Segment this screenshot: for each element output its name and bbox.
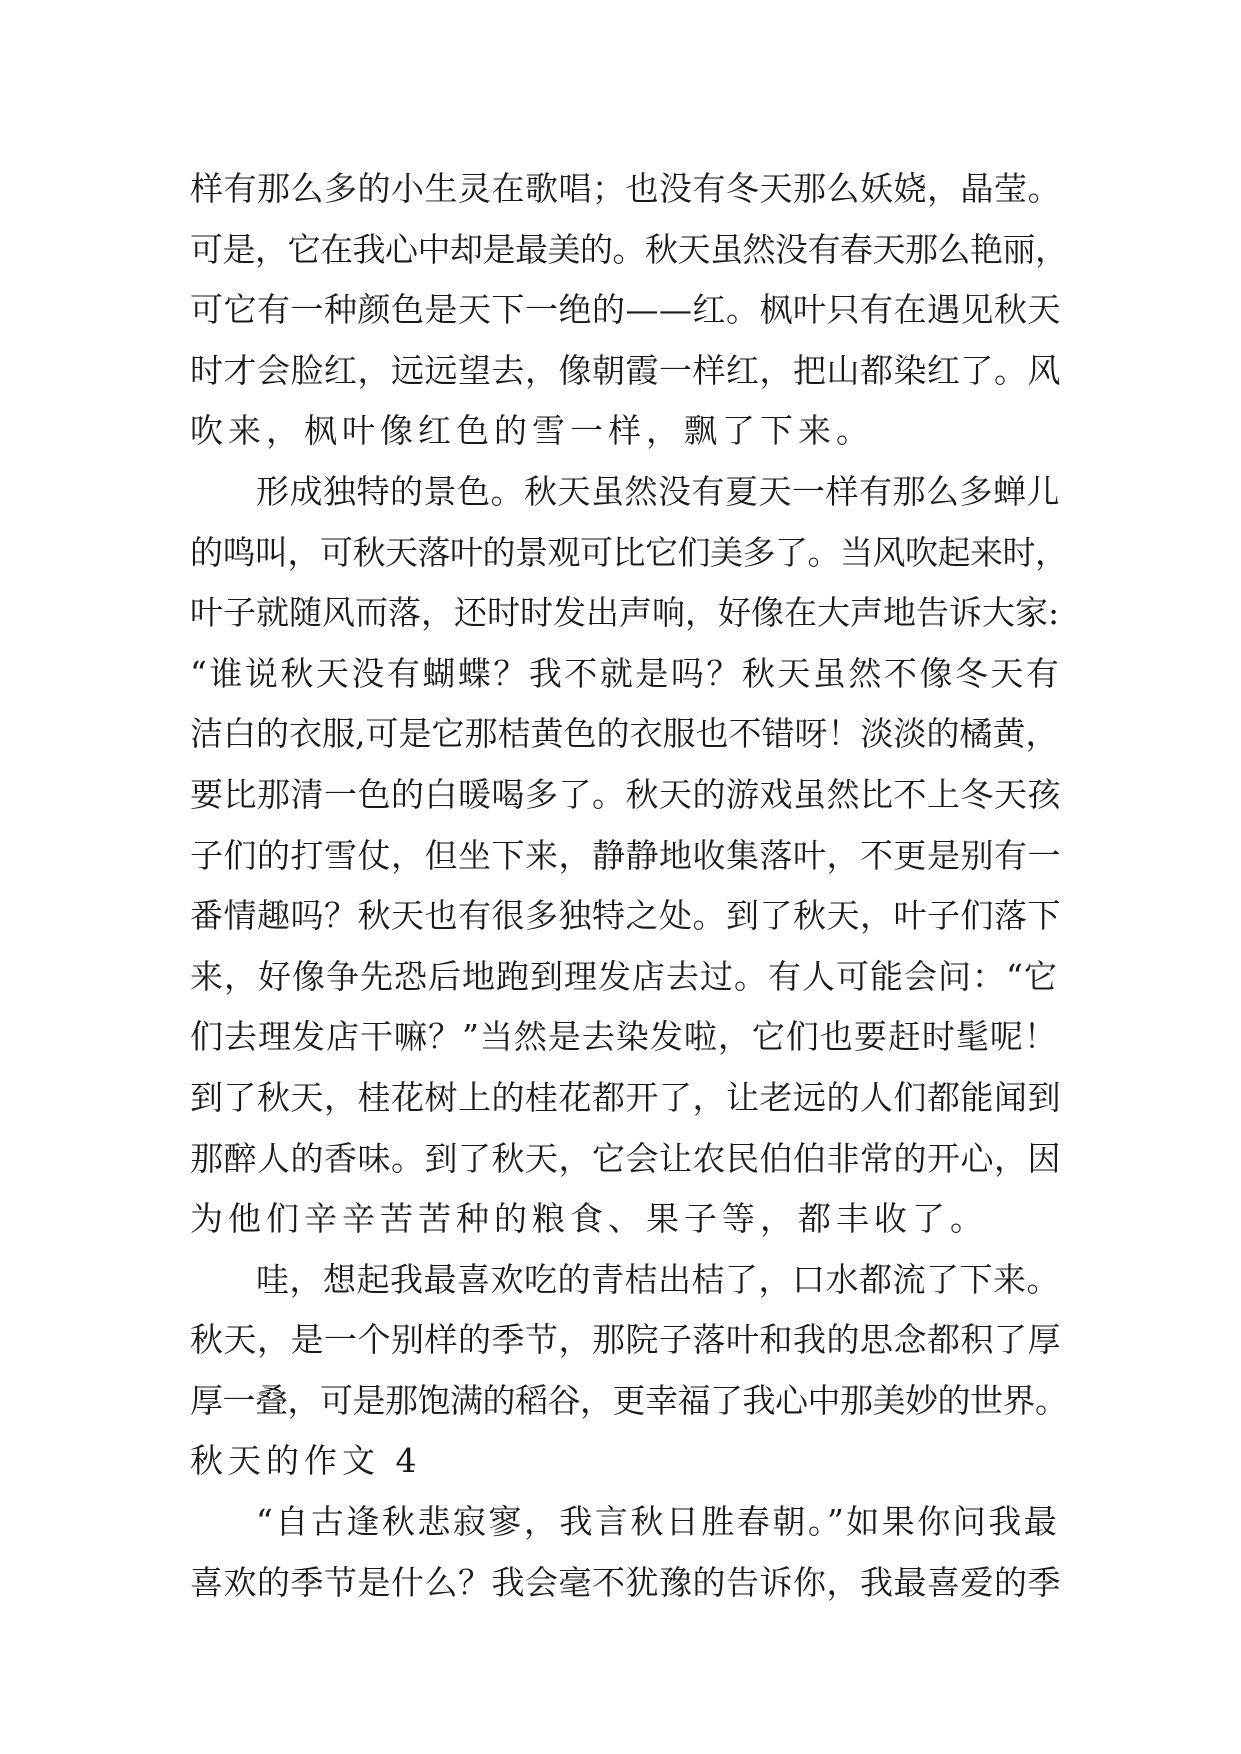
text-line: 叶子就随风而落，还时时发出声响，好像在大声地告诉大家: [190, 593, 1060, 633]
paragraph-first-line: “自古逢秋悲寂寥，我言秋日胜春朝。”如果你问我最 [256, 1502, 1060, 1542]
text-line: 的鸣叫，可秋天落叶的景观可比它们美多了。当风吹起来时， [190, 532, 1068, 572]
text-line: 秋天，是一个别样的季节，那院子落叶和我的思念都积了厚 [190, 1320, 1061, 1360]
text-line: “谁说秋天没有蝴蝶？我不就是吗？秋天虽然不像冬天有 [190, 653, 1062, 693]
essay-body [190, 159, 1070, 1613]
text-line: 可是，它在我心中却是最美的。秋天虽然没有春天那么艳丽， [190, 229, 1068, 269]
text-line: 喜欢的季节是什么？我会毫不犹豫的告诉你，我最喜爱的季 [190, 1562, 1061, 1602]
text-line: 时才会脸红，远远望去，像朝霞一样红，把山都染红了。风 [190, 350, 1061, 390]
text-line: 到了秋天，桂花树上的桂花都开了，让老远的人们都能闻到 [190, 1077, 1061, 1117]
text-line: 秋天的作文 4 [190, 1441, 422, 1481]
paragraph-first-line: 形成独特的景色。秋天虽然没有夏天一样有那么多蝉儿 [256, 471, 1060, 511]
text-line: 子们的打雪仗，但坐下来，静静地收集落叶，不更是别有一 [190, 835, 1061, 875]
text-line: 为他们辛辛苦苦种的粮食、果子等，都丰收了。 [190, 1199, 988, 1239]
text-line: 要比那清一色的白暖喝多了。秋天的游戏虽然比不上冬天孩 [190, 774, 1061, 814]
text-line: 们去理发店干嘛？”当然是去染发啦，它们也要赶时髦呢！ [190, 1017, 1058, 1057]
text-line: 样有那么多的小生灵在歌唱；也没有冬天那么妖娆，晶莹。 [190, 169, 1061, 208]
paragraph-first-line: 哇，想起我最喜欢吃的青桔出桔了，口水都流了下来。 [256, 1259, 1060, 1299]
text-line: 那醉人的香味。到了秋天，它会让农民伯伯非常的开心，因 [190, 1138, 1061, 1178]
text-line: 番情趣吗？秋天也有很多独特之处。到了秋天，叶子们落下 [190, 896, 1061, 936]
text-line: 洁白的衣服,可是它那桔黄色的衣服也不错呀！淡淡的橘黄， [190, 714, 1059, 754]
text-line: 来，好像争先恐后地跑到理发店去过。有人可能会问：“它 [190, 956, 1058, 996]
text-line: 吹来，枫叶像红色的雪一样，飘了下来。 [190, 411, 874, 451]
text-line: 厚一叠，可是那饱满的稻谷，更幸福了我心中那美妙的世界。 [190, 1380, 1068, 1420]
text-line: 可它有一种颜色是天下一绝的——红。枫叶只有在遇见秋天 [190, 290, 1061, 330]
